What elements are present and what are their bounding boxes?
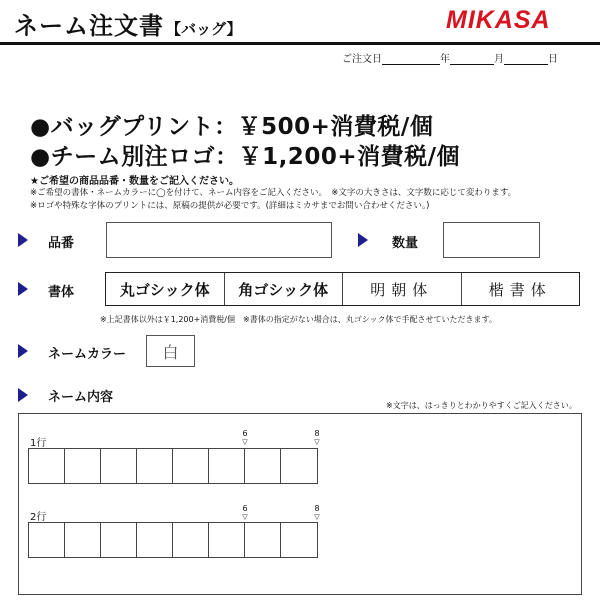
char-cell[interactable] — [29, 523, 65, 557]
char-cell[interactable] — [245, 449, 281, 483]
year-label: 年 — [440, 54, 450, 65]
char-cell[interactable] — [209, 449, 245, 483]
font-option-kaku-gothic[interactable]: 角ゴシック体 — [225, 273, 344, 305]
suryo-field[interactable] — [443, 222, 540, 258]
char-cell[interactable] — [281, 523, 317, 557]
order-date-day-field[interactable] — [504, 64, 548, 65]
row1-label: 1行 — [30, 438, 47, 449]
arrow-icon — [18, 388, 28, 402]
note-font-color: ※ご希望の書体・ネームカラーに◯を付けて、ネーム内容をご記入ください。 ※文字の大きさは、文字数に応じて変わります。 — [30, 188, 517, 198]
char-cell[interactable] — [29, 449, 65, 483]
row1-mark-6: 6 ▽ — [242, 429, 248, 446]
char-cell[interactable] — [101, 449, 137, 483]
arrow-icon — [18, 344, 28, 358]
page-title: ネーム注文書 【バッグ】 — [14, 12, 242, 40]
char-cell[interactable] — [281, 449, 317, 483]
char-cell[interactable] — [209, 523, 245, 557]
row2-mark-8: 8 ▽ — [314, 504, 320, 521]
font-options — [105, 272, 580, 306]
arrow-icon — [18, 233, 28, 247]
hinban-label: 品番 — [48, 236, 75, 251]
arrow-icon — [18, 282, 28, 296]
price-bag-print: ●バッグプリント：￥500+消費税/個 — [30, 114, 434, 140]
suryo-label: 数量 — [392, 236, 419, 251]
row2-char-grid — [28, 522, 318, 558]
font-note: ※上記書体以外は￥1,200+消費税/個 ※書体の指定がない場合は、丸ゴシック体で手配させていただきます。 — [100, 315, 497, 324]
font-option-kaisho[interactable]: 楷書体 — [488, 280, 552, 299]
order-date-month-field[interactable] — [450, 64, 494, 65]
char-cell[interactable] — [137, 449, 173, 483]
char-cell[interactable] — [137, 523, 173, 557]
char-cell[interactable] — [245, 523, 281, 557]
color-option-white[interactable]: 白 — [146, 335, 195, 367]
char-cell[interactable] — [173, 449, 209, 483]
note-instructions: ★ご希望の商品品番・数量をご記入ください。 — [30, 176, 239, 187]
day-label: 日 — [548, 54, 558, 65]
order-date-label: ご注文日 — [342, 54, 382, 65]
content-label: ネーム内容 — [48, 390, 114, 405]
header-divider — [0, 42, 600, 45]
note-logo: ※ロゴや特殊な字体のプリントには、原稿の提供が必要です。(詳細はミカサまでお問い合わせください。) — [30, 201, 430, 211]
mikasa-logo: MIKASA — [446, 6, 551, 34]
row1-mark-8: 8 ▽ — [314, 429, 320, 446]
char-cell[interactable] — [101, 523, 137, 557]
font-option-mincho[interactable]: 明朝体 — [343, 273, 462, 305]
price-team-logo: ●チーム別注ロゴ：￥1,200+消費税/個 — [30, 144, 460, 170]
font-option-maru-gothic[interactable]: 丸ゴシック体 — [106, 273, 225, 305]
name-content-area — [18, 413, 582, 595]
char-cell[interactable] — [65, 449, 101, 483]
row2-label: 2行 — [30, 512, 47, 523]
shotai-label: 書体 — [48, 285, 75, 300]
row2-mark-6: 6 ▽ — [242, 504, 248, 521]
color-label: ネームカラー — [48, 347, 127, 362]
order-date-year-field[interactable] — [382, 64, 440, 65]
content-note: ※文字は、はっきりとわかりやすくご記入ください。 — [386, 401, 577, 410]
row1-char-grid — [28, 448, 318, 484]
order-date — [342, 50, 558, 65]
hinban-field[interactable] — [106, 222, 332, 258]
char-cell[interactable] — [65, 523, 101, 557]
page-subtitle: 【バッグ】 — [166, 20, 242, 38]
month-label: 月 — [494, 54, 504, 65]
arrow-icon — [358, 233, 368, 247]
char-cell[interactable] — [173, 523, 209, 557]
